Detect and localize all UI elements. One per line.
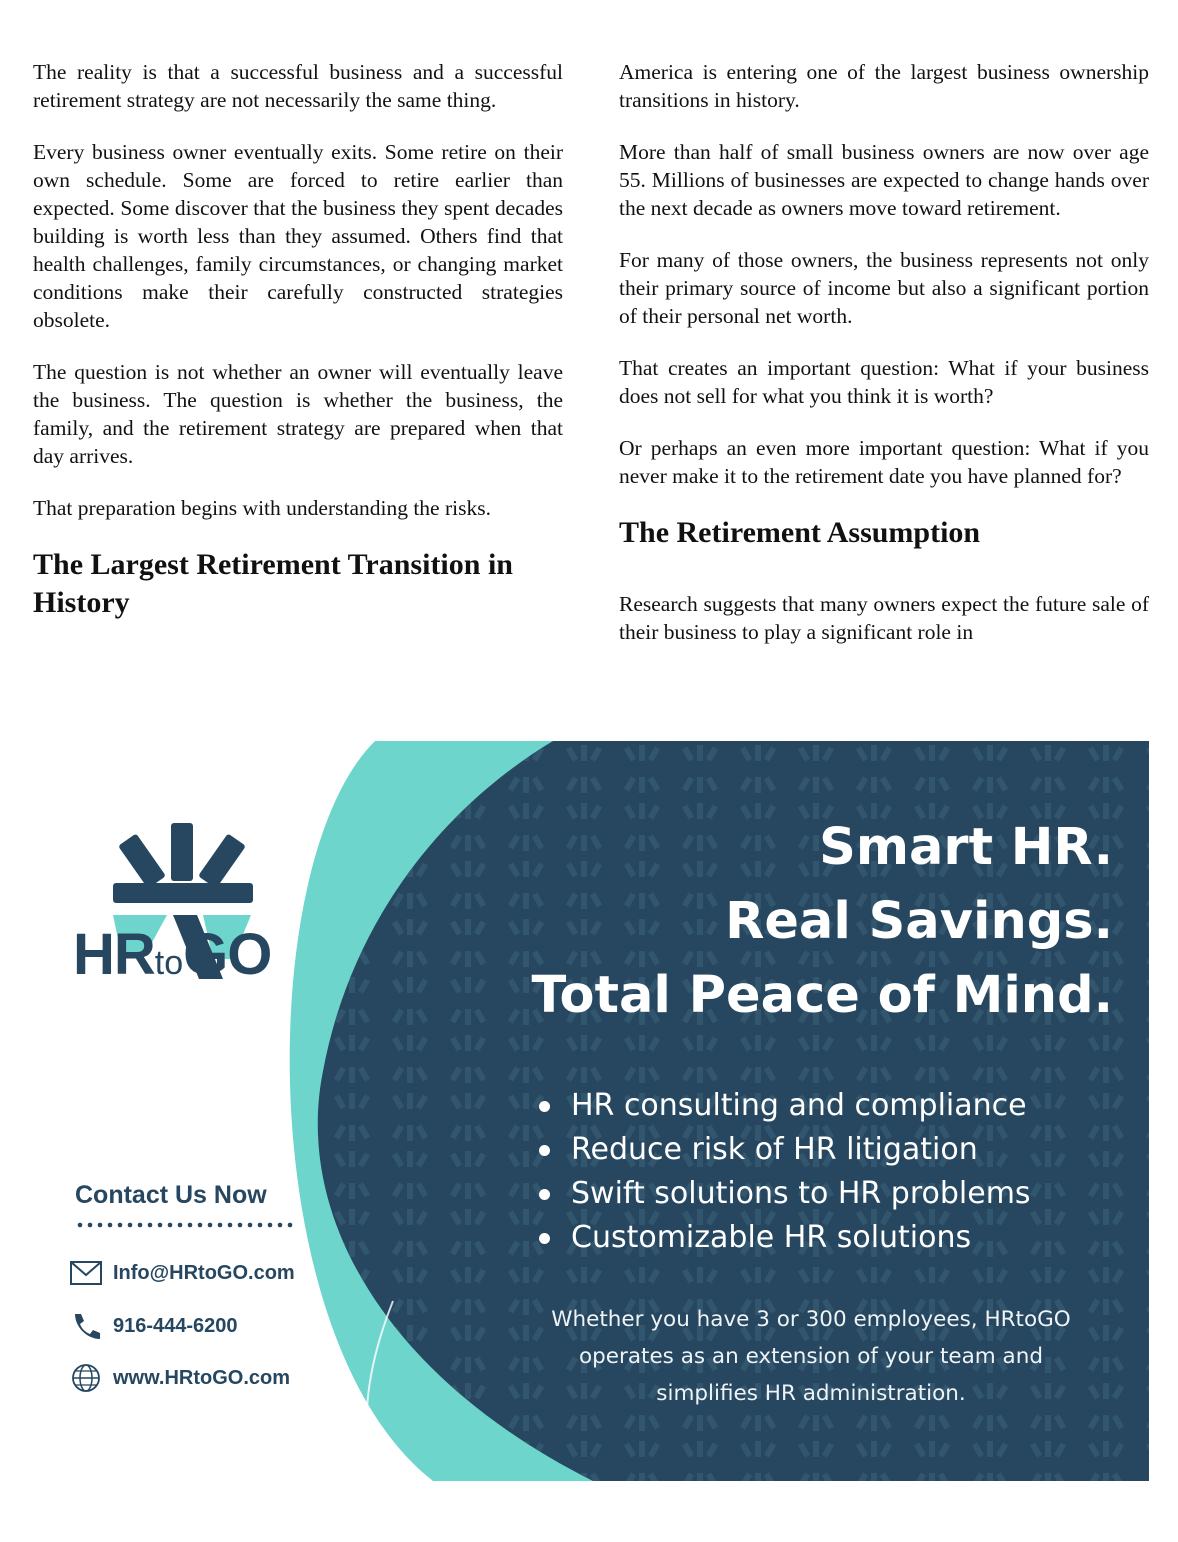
- section-heading: The Largest Retirement Transition in History: [33, 548, 513, 619]
- email-link[interactable]: Info@HRtoGO.com: [113, 1261, 295, 1284]
- ad-headline: [532, 811, 1113, 1033]
- headline-line: Total Peace of Mind.: [531, 966, 1113, 1025]
- phone-icon: [69, 1311, 103, 1341]
- paragraph: That creates an important question: What if your business does not sell for what you think it is worth?: [619, 356, 1149, 408]
- list-item: HR consulting and compliance: [535, 1084, 1031, 1128]
- paragraph: The question is not whether an owner will eventually leave the business. The question is whether the business, the family, and the retirement strategy are prepared when that day arrives.: [33, 360, 563, 468]
- paragraph: America is entering one of the largest business ownership transitions in history.: [619, 60, 1149, 112]
- list-item: Customizable HR solutions: [535, 1216, 1031, 1260]
- paragraph: That preparation begins with understanding the risks.: [33, 496, 491, 520]
- paragraph: More than half of small business owners are now over age 55. Millions of businesses are expected to change hands over the next decade as owners move toward retirement.: [619, 140, 1149, 220]
- paragraph: The reality is that a successful business and a successful retirement strategy are not necessarily the same thing.: [33, 60, 563, 112]
- contact-phone[interactable]: [69, 1311, 238, 1341]
- website-link[interactable]: www.HRtoGO.com: [113, 1366, 291, 1389]
- list-item: Swift solutions to HR problems: [535, 1172, 1031, 1216]
- globe-icon: [69, 1363, 103, 1393]
- envelope-icon: [69, 1260, 103, 1286]
- right-column: [619, 58, 1149, 670]
- paragraph: For many of those owners, the business represents not only their primary source of income but also a significant portion of their personal net worth.: [619, 248, 1149, 328]
- headline-line: Real Savings.: [725, 892, 1113, 951]
- contact-email[interactable]: [69, 1258, 295, 1288]
- section-heading: The Retirement Assumption: [619, 516, 981, 549]
- paragraph: Every business owner eventually exits. Some retire on their own schedule. Some are forced to retire earlier than expected. Some discover that the business they spent decades building is worth less than they assumed. Others find that health challenges, family circumstances, or changing market conditions make their carefully constructed strategies obsolete.: [33, 140, 563, 332]
- headline-line: Smart HR.: [819, 818, 1113, 877]
- left-column: [33, 58, 563, 622]
- dotted-divider: [75, 1221, 297, 1229]
- contact-title: Contact Us Now: [75, 1181, 267, 1209]
- hrtogo-logo-text: HRtoGO: [73, 922, 272, 987]
- paragraph: Or perhaps an even more important question: What if you never make it to the retirement date you have planned for?: [619, 436, 1149, 488]
- phone-number[interactable]: 916-444-6200: [113, 1314, 238, 1337]
- contact-website[interactable]: [69, 1363, 290, 1393]
- ad-footer-text: Whether you have 3 or 300 employees, HRtoGO operates as an extension of your team and simplifies HR administration.: [551, 1307, 1071, 1406]
- list-item: Reduce risk of HR litigation: [535, 1128, 1031, 1172]
- hrtogo-advertisement[interactable]: [33, 741, 1149, 1481]
- paragraph: Research suggests that many owners expect the future sale of their business to play a significant role in: [619, 592, 1149, 644]
- service-list: [535, 1084, 1031, 1260]
